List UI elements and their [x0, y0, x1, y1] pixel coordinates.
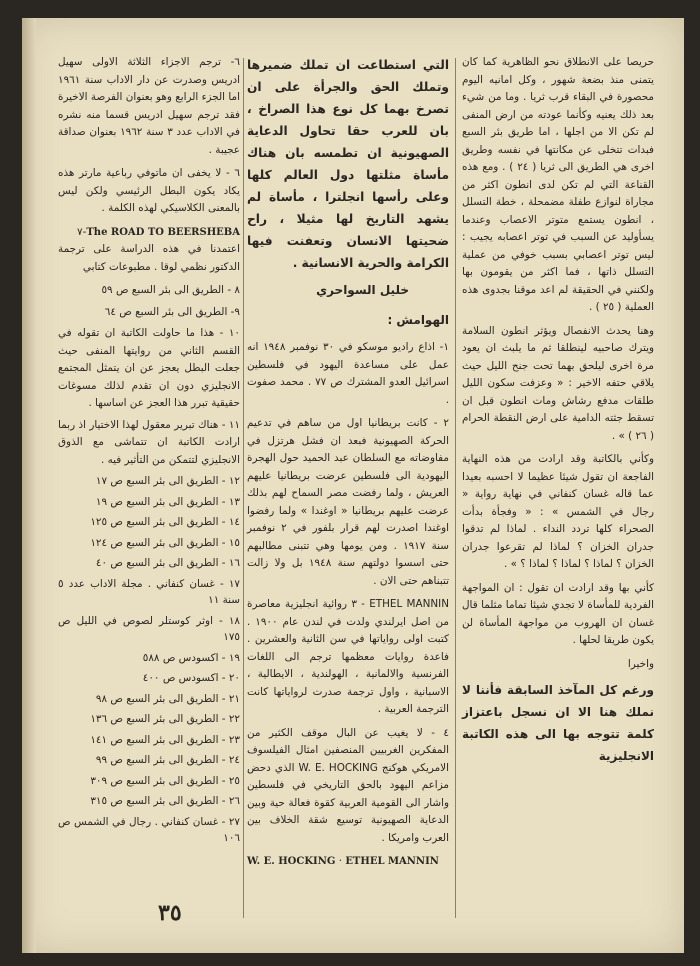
closing-statement: ورغم كل المآخذ السابقة فأننا لا نملك هنا الا ان نسجل باعتزاز كلمة تتوجه بها الى هذه الكاتبة الانجليزية — [462, 683, 654, 763]
author-signature: خليل السواحري — [316, 283, 409, 297]
list-item: ٢٢ - الطريق الى بئر السبع ص ١٣٦ — [90, 713, 240, 725]
list-item: ١٣ - الطريق الى بئر السبع ص ١٩ — [95, 495, 240, 508]
footnote: ٢ - كانت بريطانيا اول من ساهم في تدعيم الحركة الصهيونية فبعد ان فشل هرتزل في مفاوضاته مع السلطان عبد الحميد حول الهجرة اليهودية الى فلسطين عرضت بريطانيا عليهم العريش ، ولما رفضت مصر السماح لهم بذلك عرضت عليهم بريطانيا « اوغندا » ولما رفضوا اوغندا اصدرت لهم قرار بلفور في ٢ نوفمبر سنة ١٩١٧ . ومن يومها وهي تتبنى مطالبهم حتى اسسوا دولتهم سنة ١٩٤٨ بل ولا زالت تتبناهم حتى الان . — [247, 417, 450, 587]
latin-terms: ETHEL MANNIN · W. E. HOCKING — [247, 855, 439, 867]
footnote-number: -٧ — [77, 225, 87, 238]
body-paragraph: حريصا على الانطلاق نحو الظاهرية كما كان يتمنى منذ بضعة شهور ، وكل امانيه اليوم محصورة في البقاء قرب ثريا . وما من شيء بعد ذلك يعنيه وكأنما عودته من ارض المنفى لم تكن الا من اجلها ، اما طريق بئر السبع فبدات تتخلى عن مكانتها في نفسه وطريق اخرى هي الطريق الى ثريا ( ٢٤ ) . ومع هذه القناعة التي لم تكن لدى انطون اكثر من مجاراة لنوازع طفلة مضمحلة ، خطة التسلل ، انطون يستمع متوتر الاعصاب وعندما يسأوليد عن السبب في توتر اعصابه يجيب : ليس توتر اعصابي بسبب خوفي من عملية التسلل ذاتها ، فما اكثر من يقومون بها ولكنني في الحقيقة لم اعد موقنا بجدوى هذه العملية ( ٢٥ ) . — [462, 56, 654, 313]
body-paragraph: وهنا يحدث الانفصال ويؤثر انطون السلامة ويترك صاحبيه لينطلقا ثم ما يلبث ان يعود مرة اخرى ليلحق بهما تحت جنح الليل حيث يلاقي حتفه الاخير : « وعزفت سكون الليل طلقات مدفع رشاش ومات انطون قبل ان تسقط جثته الدامية على ارض النقطة الحرام ( ٢٦ ) » . — [462, 324, 654, 442]
footnote: ٦ - لا يخفى ان ماتوفي رباعية مارتر هذه يكاد يكون البطل الرئيسي ولكن ليس بالمعنى الكلاسيكي لهذه الكلمة . — [58, 167, 240, 214]
list-item: ١٠ - هذا ما حاولت الكاتبة ان تقوله في القسم الثاني من روايتها المنفى حيث جعلت البطل يعجز عن ان يتمثل المجتمع الانجليزي دون ان تقدم لذلك مسوغات حقيقية تبرر هذا العجز عن اساسها . — [58, 327, 240, 409]
list-item: ١٤ - الطريق الى بئر السبع ص ١٢٥ — [90, 516, 240, 528]
article-column-middle — [247, 54, 449, 871]
list-item: ٩- الطريق الى بئر السبع ص ٦٤ — [104, 305, 240, 318]
list-item: ٢١ - الطريق الى بئر السبع ص ٩٨ — [95, 692, 240, 705]
latin-name-hocking: W. E. HOCKING — [247, 856, 336, 867]
list-item: ١٥ - الطريق الى بئر السبع ص ١٢٤ — [90, 536, 240, 549]
reference-list — [58, 473, 240, 847]
list-item: ١٧ - غسان كنفاني . مجلة الاداب عدد ٥ سنة ١١ — [58, 577, 240, 606]
column-divider — [455, 58, 456, 918]
page-binding-shadow — [22, 18, 36, 953]
body-paragraph: كأني بها وقد ارادت ان تقول : ان المواجهة الفردية للمأساة لا تجدي شيئا تماما مثلما قال غسان ان الهروب من مواجهة المأساة لن يكون طريقا لحلها . — [462, 581, 654, 646]
body-paragraph: واخيرا — [627, 657, 654, 670]
list-item: ٢٦ - الطريق الى بئر السبع ص ٣١٥ — [90, 795, 240, 807]
article-column-right — [462, 54, 654, 773]
list-item: ١٨ - اوثر كوستلر لصوص في الليل ص ١٧٥ — [58, 614, 240, 643]
list-item: ١١ - هناك تبرير معقول لهذا الاختيار اذ ربما ارادت الكاتبة ان تتماشى مع الذوق الانجليزي لتتمكن من التأثير فيه . — [58, 418, 240, 466]
footnote: ٤ - لا يغيب عن البال موقف الكثير من المفكرين الغربيين المنصفين امثال الفيلسوف الامريكي هوكنج W. E. HOCKING الذي دحض مزاعم اليهود بالحق التاريخي في فلسطين واشار الى القومية العربية كقوة فعالة حية وبين الدعاية الصهيونية توسيع شقة الخلاف بين العرب وامريكا . — [247, 726, 449, 844]
body-paragraph: وكأني بالكاتبة وقد ارادت من هذه النهاية الفاجعة ان تقول شيئا عظيما لا احسبه بعيدا عما قاله غسان كنفاني في نهاية رواية « رجال في الشمس » : « وفجأة بدأت الصحراء كلها تردد النداء . لماذا لم تدقوا جدران الخزان ؟ لماذا لم تقرعوا جدران الخزان ؟ لماذا ؟ لماذا ؟ لماذا ؟ » . — [462, 453, 654, 570]
list-item: ٢٣ - الطريق الى بئر السبع ص ١٤١ — [90, 733, 240, 746]
magazine-page — [22, 18, 684, 953]
book-title-latin: The ROAD TO BEERSHEBA — [86, 226, 240, 238]
page-number: ٣٥ — [158, 900, 182, 926]
list-item: ٢٤ - الطريق الى بئر السبع ص ٩٩ — [95, 754, 240, 766]
list-item: ٢٠ - اكسودس ص ٤٠٠ — [142, 672, 240, 684]
footnote: ١- اذاع راديو موسكو في ٣٠ نوفمبر ١٩٤٨ انه عمل على مساعدة اليهود في فلسطين اسرائيل العدو المشترك ص ٧٧ . محمد صفوت . — [247, 341, 449, 406]
list-item: ٢٧ - غسان كنفاني . رجال في الشمس ص ١٠٦ — [58, 815, 240, 844]
list-item: ١٢ - الطريق الى بئر السبع ص ١٧ — [95, 475, 240, 487]
latin-name-ethel: ETHEL MANNIN — [345, 856, 439, 867]
reference-list — [58, 282, 240, 469]
list-item: ٢٥ - الطريق الى بئر السبع ص ٣٠٩ — [90, 774, 240, 787]
list-item: ١٦ - الطريق الى بئر السبع ص ٤٠ — [95, 557, 240, 569]
notes-heading: الهوامش : — [387, 312, 449, 327]
article-column-left — [58, 54, 240, 851]
footnote: اعتمدنا في هذه الدراسة على ترجمة الدكتور نظمي لوقا . مطبوعات كتابي — [58, 243, 240, 273]
column-divider — [243, 58, 244, 918]
footnote-road-title — [58, 224, 240, 242]
list-item: ٨ - الطريق الى بئر السبع ص ٥٩ — [101, 284, 240, 296]
footnote: ٦- ترجم الاجزاء الثلاثة الاولى سهيل ادريس وصدرت عن دار الاداب سنة ١٩٦١ اما الجزء الرابع وهو بعنوان الفرصة الاخيرة فقد ترجم سهيل ادريس قسما منه نشره في الاداب عدد ٣ سنة ١٩٦٢ بعنوان صداقة عجيبة . — [58, 56, 240, 156]
list-item: ١٩ - اكسودس ص ٥٨٨ — [142, 651, 240, 664]
closing-statement-continued: التي استطاعت ان تملك ضميرها وتملك الحق والجرأة على ان تصرخ بهما كل نوع هذا الصراخ ، بان للعرب حقا تحاول الدعاية الصهيونية ان تطمسه بان هناك مأساة مثلتها دول العالم كلها وعلى رأسها انجلترا ، مأساة لم يشهد التاريخ لها مثيلا ، راح ضحيتها الانسان وتعفنت فيها الكرامة والحرية الانسانية . — [247, 58, 449, 270]
footnote: ETHEL MANNIN - ٣ روائية انجليزية معاصرة من اصل ايرلندي ولدت في لندن عام ١٩٠٠ . كتبت اولى رواياتها في سن الثانية والعشرين . فاعدة روايات معظمها ترجم الى اللغات الفرنسية والالمانية ، الهولندية ، الايطالية ، الاسبانية ، واول ترجمة صدرت لرواياتها كانت الترجمة العربية . — [247, 598, 450, 715]
